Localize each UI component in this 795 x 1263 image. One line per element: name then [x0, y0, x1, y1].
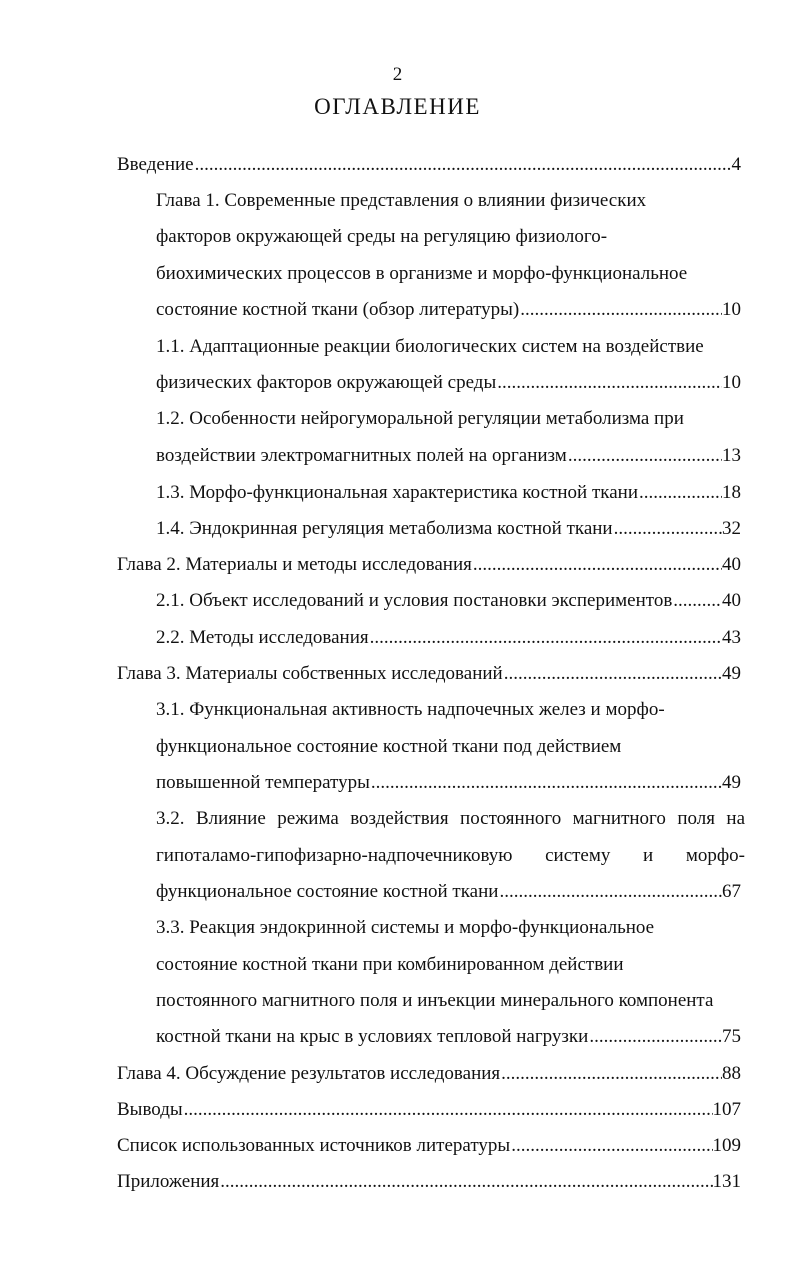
dot-leader [672, 583, 722, 619]
toc-entry-section-2-1 [156, 583, 741, 619]
toc-entry-text: 2.1. Объект исследований и условия постановки экспериментов [156, 590, 673, 611]
toc-entry-text: 1.1. Адаптационные реакции биологических систем на воздействие [156, 336, 704, 357]
toc-page-number: 131 [712, 1171, 741, 1192]
dot-leader [183, 1092, 713, 1128]
dot-leader [519, 292, 722, 328]
toc-entry-text: Введение [117, 154, 194, 175]
dot-leader [638, 475, 722, 511]
toc-entry-text: Глава 1. Современные представления о влиянии физических [156, 190, 647, 211]
toc-entry-section-3-2-line-3 [156, 874, 741, 910]
toc-entry-text: костной ткани на крыс в условиях тепловой нагрузки [156, 1026, 589, 1047]
toc-entry-section-3-3-line-2 [156, 947, 741, 983]
toc-entry-section-3-3-line-1 [156, 910, 741, 946]
toc-entry-text: 3.1. Функциональная активность надпочечных желез и морфо- [156, 699, 665, 720]
toc-page-number: 18 [722, 482, 741, 503]
toc-entry-text: Приложения [117, 1171, 220, 1192]
toc-entry-section-1-4 [156, 511, 741, 547]
toc-entry-chapter-2 [117, 547, 741, 583]
toc-entry-text: Список использованных источников литературы [117, 1135, 511, 1156]
toc-entry-section-3-3-line-3 [156, 983, 741, 1019]
toc-entry-text: 1.2. Особенности нейрогуморальной регуляции метаболизма при [156, 408, 684, 429]
toc-entry-text: 3.3. Реакция эндокринной системы и морфо-функциональное [156, 917, 655, 938]
toc-page-number: 49 [722, 772, 741, 793]
toc-entry-conclusions [117, 1092, 741, 1128]
toc-page-number: 75 [722, 1026, 741, 1047]
toc-entry-text: состояние костной ткани (обзор литературы) [156, 299, 520, 320]
toc-entry-section-3-1-line-2 [156, 729, 741, 765]
toc-entry-section-1-2-line-1 [156, 401, 741, 437]
toc-entry-text: факторов окружающей среды на регуляцию физиолого- [156, 226, 608, 247]
toc-entry-section-1-1-line-1 [156, 329, 741, 365]
toc-entry-section-3-1-line-3 [156, 765, 741, 801]
toc-page-number: 107 [712, 1099, 741, 1120]
toc-entry-text: биохимических процессов в организме и морфо-функциональное [156, 263, 688, 284]
toc-entry-appendix [117, 1164, 741, 1200]
toc-entry-intro [117, 147, 741, 183]
toc-page-number: 43 [722, 627, 741, 648]
toc-page-number: 13 [722, 445, 741, 466]
dot-leader [503, 656, 722, 692]
toc-page-number: 10 [722, 299, 741, 320]
toc-entry-text: воздействии электромагнитных полей на организм [156, 445, 567, 466]
dot-leader [370, 765, 722, 801]
toc-entry-section-2-2 [156, 620, 741, 656]
toc-entry-references [117, 1128, 741, 1164]
toc-entry-section-3-2-line-1 [156, 801, 745, 837]
toc-entry-chapter-1-line-2 [156, 219, 741, 255]
page-number: 2 [392, 64, 403, 85]
toc-entry-text: состояние костной ткани при комбинированном действии [156, 954, 624, 975]
toc-page-number: 49 [722, 663, 741, 684]
toc-entry-chapter-1-line-3 [156, 256, 741, 292]
dot-leader [567, 438, 722, 474]
dot-leader [219, 1164, 712, 1200]
toc-entry-text: повышенной температуры [156, 772, 370, 793]
toc-entry-section-1-1-line-2 [156, 365, 741, 401]
dot-leader [613, 511, 722, 547]
toc-entry-text: функциональное состояние костной ткани под действием [156, 736, 622, 757]
dot-leader [194, 147, 732, 183]
toc-entry-text: Глава 4. Обсуждение результатов исследования [117, 1063, 501, 1084]
toc-entry-section-3-3-line-4 [156, 1019, 741, 1055]
toc-entry-section-1-3 [156, 475, 741, 511]
toc-page-number: 40 [722, 590, 741, 611]
toc-entry-text: гипоталамо-гипофизарно-надпочечниковую систему и морфо- [156, 845, 745, 866]
toc-entry-chapter-1-line-4 [156, 292, 741, 328]
toc-entry-text: Выводы [117, 1099, 183, 1120]
toc-entry-section-1-2-line-2 [156, 438, 741, 474]
toc-entry-text: 1.4. Эндокринная регуляция метаболизма костной ткани [156, 518, 613, 539]
toc-entry-text: 1.3. Морфо-функциональная характеристика костной ткани [156, 482, 638, 503]
toc-entry-text: 3.2. Влияние режима воздействия постоянного магнитного поля на [156, 808, 745, 829]
toc-entry-text: Глава 2. Материалы и методы исследования [117, 554, 472, 575]
toc-page-number: 67 [722, 881, 741, 902]
toc-entry-chapter-4 [117, 1056, 741, 1092]
toc-entry-text: постоянного магнитного поля и инъекции минерального компонента [156, 990, 714, 1011]
toc-page-number: 40 [722, 554, 741, 575]
toc-entry-chapter-1-line-1 [156, 183, 741, 219]
dot-leader [500, 1056, 722, 1092]
page-title: ОГЛАВЛЕНИЕ [314, 94, 481, 119]
toc-page-number: 109 [712, 1135, 741, 1156]
dot-leader [369, 620, 722, 656]
toc-page-number: 10 [722, 372, 741, 393]
toc-entry-text: функциональное состояние костной ткани [156, 881, 499, 902]
toc-entry-chapter-3 [117, 656, 741, 692]
toc-entry-text: физических факторов окружающей среды [156, 372, 497, 393]
toc-entry-text: 2.2. Методы исследования [156, 627, 369, 648]
dot-leader [510, 1128, 712, 1164]
toc-entry-section-3-1-line-1 [156, 692, 741, 728]
dot-leader [498, 874, 722, 910]
toc-page-number: 32 [722, 518, 741, 539]
toc-page-number: 4 [731, 154, 741, 175]
toc-entry-text: Глава 3. Материалы собственных исследований [117, 663, 503, 684]
dot-leader [588, 1019, 722, 1055]
toc-entry-section-3-2-line-2 [156, 838, 745, 874]
dot-leader [472, 547, 722, 583]
toc-page-number: 88 [722, 1063, 741, 1084]
dot-leader [496, 365, 722, 401]
